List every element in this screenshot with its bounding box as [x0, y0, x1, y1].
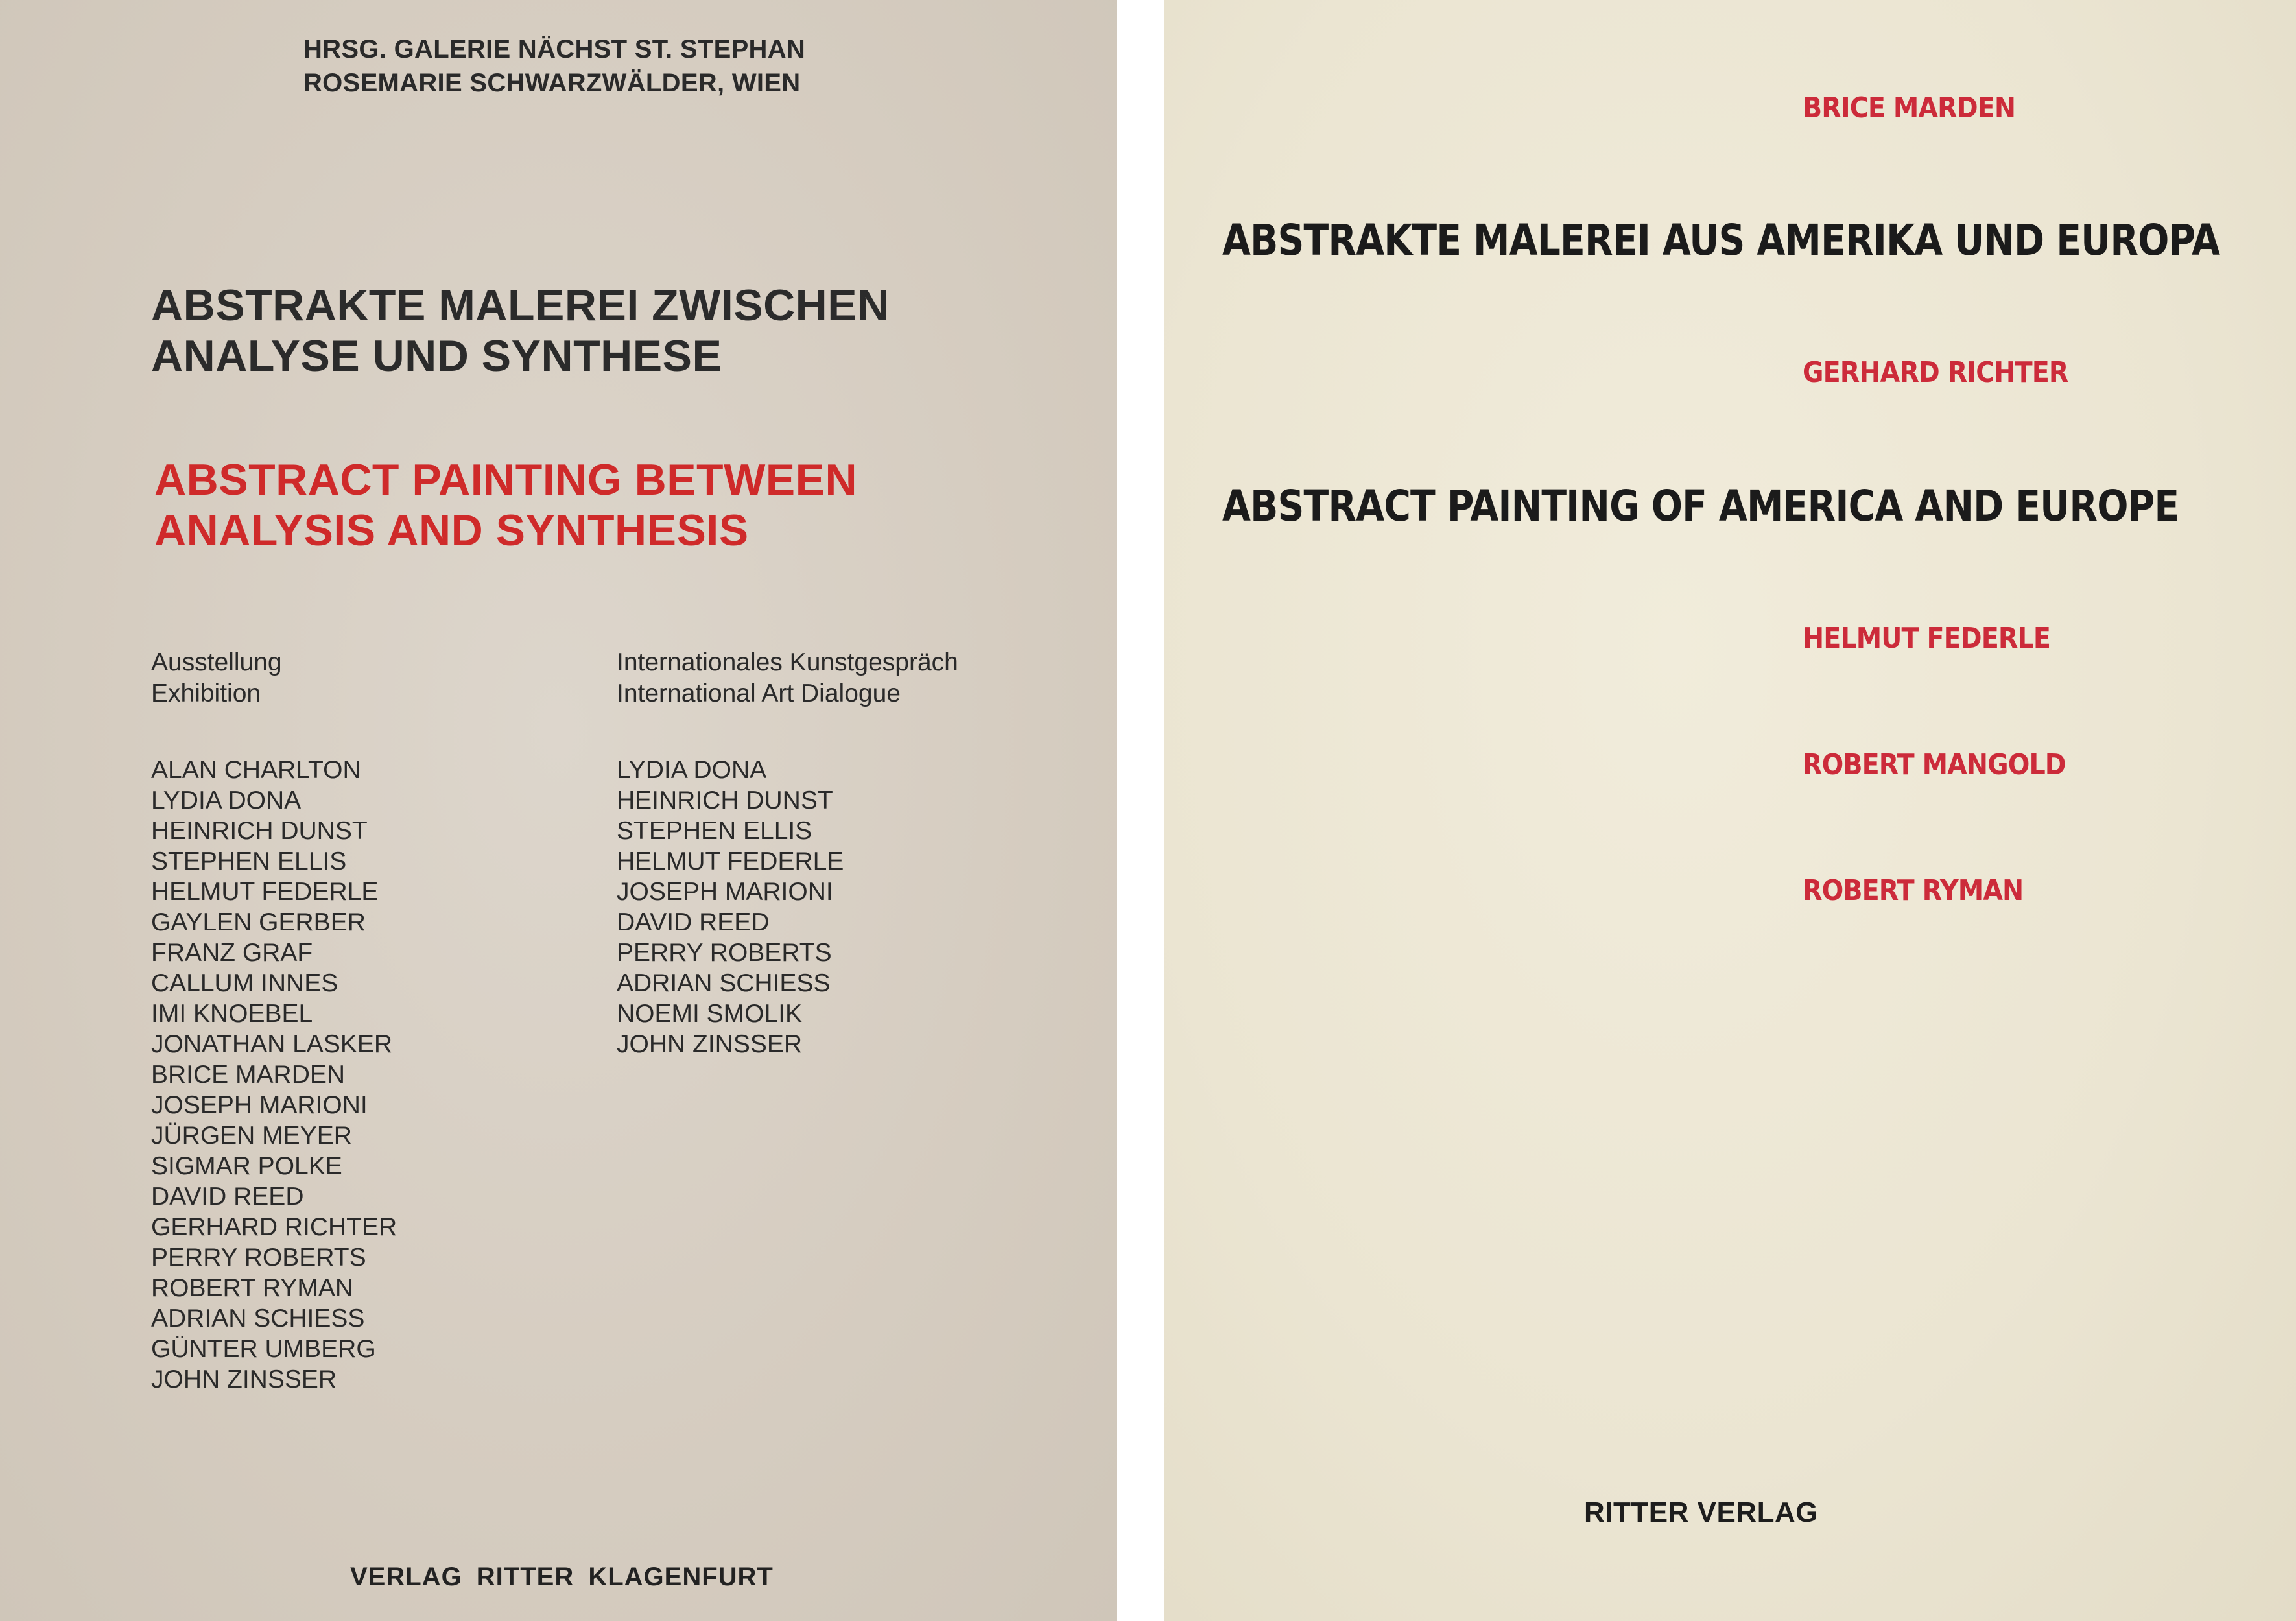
- exhibition-heading-en: Exhibition: [151, 680, 261, 707]
- list-item: ADRIAN SCHIESS: [617, 969, 831, 997]
- title-english: ABSTRACT PAINTING OF AMERICA AND EUROPE: [1222, 481, 2179, 531]
- list-item: ADRIAN SCHIESS: [151, 1305, 365, 1332]
- list-item: HELMUT FEDERLE: [151, 878, 379, 906]
- list-item: JOHN ZINSSER: [151, 1366, 337, 1393]
- dialogue-heading-de: Internationales Kunstgespräch: [617, 648, 958, 676]
- list-item: LYDIA DONA: [617, 756, 767, 784]
- publisher-header-line-1: HRSG. GALERIE NÄCHST ST. STEPHAN: [303, 35, 806, 64]
- dialogue-participant-list: [617, 755, 844, 1059]
- artist-name-1: BRICE MARDEN: [1803, 91, 2016, 124]
- right-book-cover: [1164, 0, 2296, 1621]
- publisher-header-line-2: ROSEMARIE SCHWARZWÄLDER, WIEN: [303, 69, 801, 97]
- list-item: GAYLEN GERBER: [151, 908, 366, 936]
- list-item: GERHARD RICHTER: [151, 1213, 397, 1241]
- list-item: JOSEPH MARIONI: [617, 878, 833, 906]
- artist-name-3: HELMUT FEDERLE: [1803, 622, 2050, 655]
- left-book-cover: [0, 0, 1117, 1621]
- list-item: FRANZ GRAF: [151, 939, 313, 967]
- title-english: [154, 455, 857, 556]
- list-item: ROBERT RYMAN: [151, 1274, 354, 1302]
- exhibition-heading: [151, 647, 282, 709]
- artist-name-2: GERHARD RICHTER: [1803, 356, 2068, 389]
- title-english-line-1: ABSTRACT PAINTING BETWEEN: [154, 455, 858, 504]
- list-item: STEPHEN ELLIS: [151, 847, 347, 875]
- dialogue-heading-en: International Art Dialogue: [617, 680, 901, 707]
- exhibition-heading-de: Ausstellung: [151, 648, 282, 676]
- list-item: LYDIA DONA: [151, 787, 302, 814]
- list-item: DAVID REED: [151, 1183, 304, 1211]
- list-item: CALLUM INNES: [151, 969, 338, 997]
- list-item: JOHN ZINSSER: [617, 1030, 803, 1058]
- list-item: BRICE MARDEN: [151, 1061, 346, 1089]
- publisher-footer-right: RITTER VERLAG: [1584, 1497, 1818, 1528]
- list-item: HEINRICH DUNST: [617, 787, 833, 814]
- list-item: SIGMAR POLKE: [151, 1152, 342, 1180]
- page-gutter: [1117, 0, 1164, 1621]
- title-english-line-2: ANALYSIS AND SYNTHESIS: [154, 506, 749, 555]
- dialogue-heading: [617, 647, 958, 709]
- title-german: [151, 280, 890, 381]
- list-item: JONATHAN LASKER: [151, 1030, 393, 1058]
- list-item: PERRY ROBERTS: [617, 939, 832, 967]
- list-item: HEINRICH DUNST: [151, 817, 368, 845]
- list-item: STEPHEN ELLIS: [617, 817, 812, 845]
- list-item: IMI KNOEBEL: [151, 1000, 313, 1028]
- artist-name-5: ROBERT RYMAN: [1803, 874, 2024, 907]
- title-german-line-1: ABSTRAKTE MALEREI ZWISCHEN: [151, 281, 890, 330]
- list-item: HELMUT FEDERLE: [617, 847, 844, 875]
- list-item: NOEMI SMOLIK: [617, 1000, 803, 1028]
- list-item: ALAN CHARLTON: [151, 756, 361, 784]
- list-item: JÜRGEN MEYER: [151, 1122, 352, 1150]
- list-item: DAVID REED: [617, 908, 770, 936]
- list-item: GÜNTER UMBERG: [151, 1335, 376, 1363]
- title-german-line-2: ANALYSE UND SYNTHESE: [151, 331, 722, 381]
- artist-name-4: ROBERT MANGOLD: [1803, 748, 2066, 781]
- publisher-footer-left: VERLAG RITTER KLAGENFURT: [350, 1563, 774, 1591]
- title-german: ABSTRAKTE MALEREI AUS AMERIKA UND EUROPA: [1222, 215, 2220, 265]
- publisher-header: [303, 32, 805, 100]
- exhibition-artist-list: [151, 755, 397, 1395]
- list-item: JOSEPH MARIONI: [151, 1091, 368, 1119]
- list-item: PERRY ROBERTS: [151, 1244, 366, 1272]
